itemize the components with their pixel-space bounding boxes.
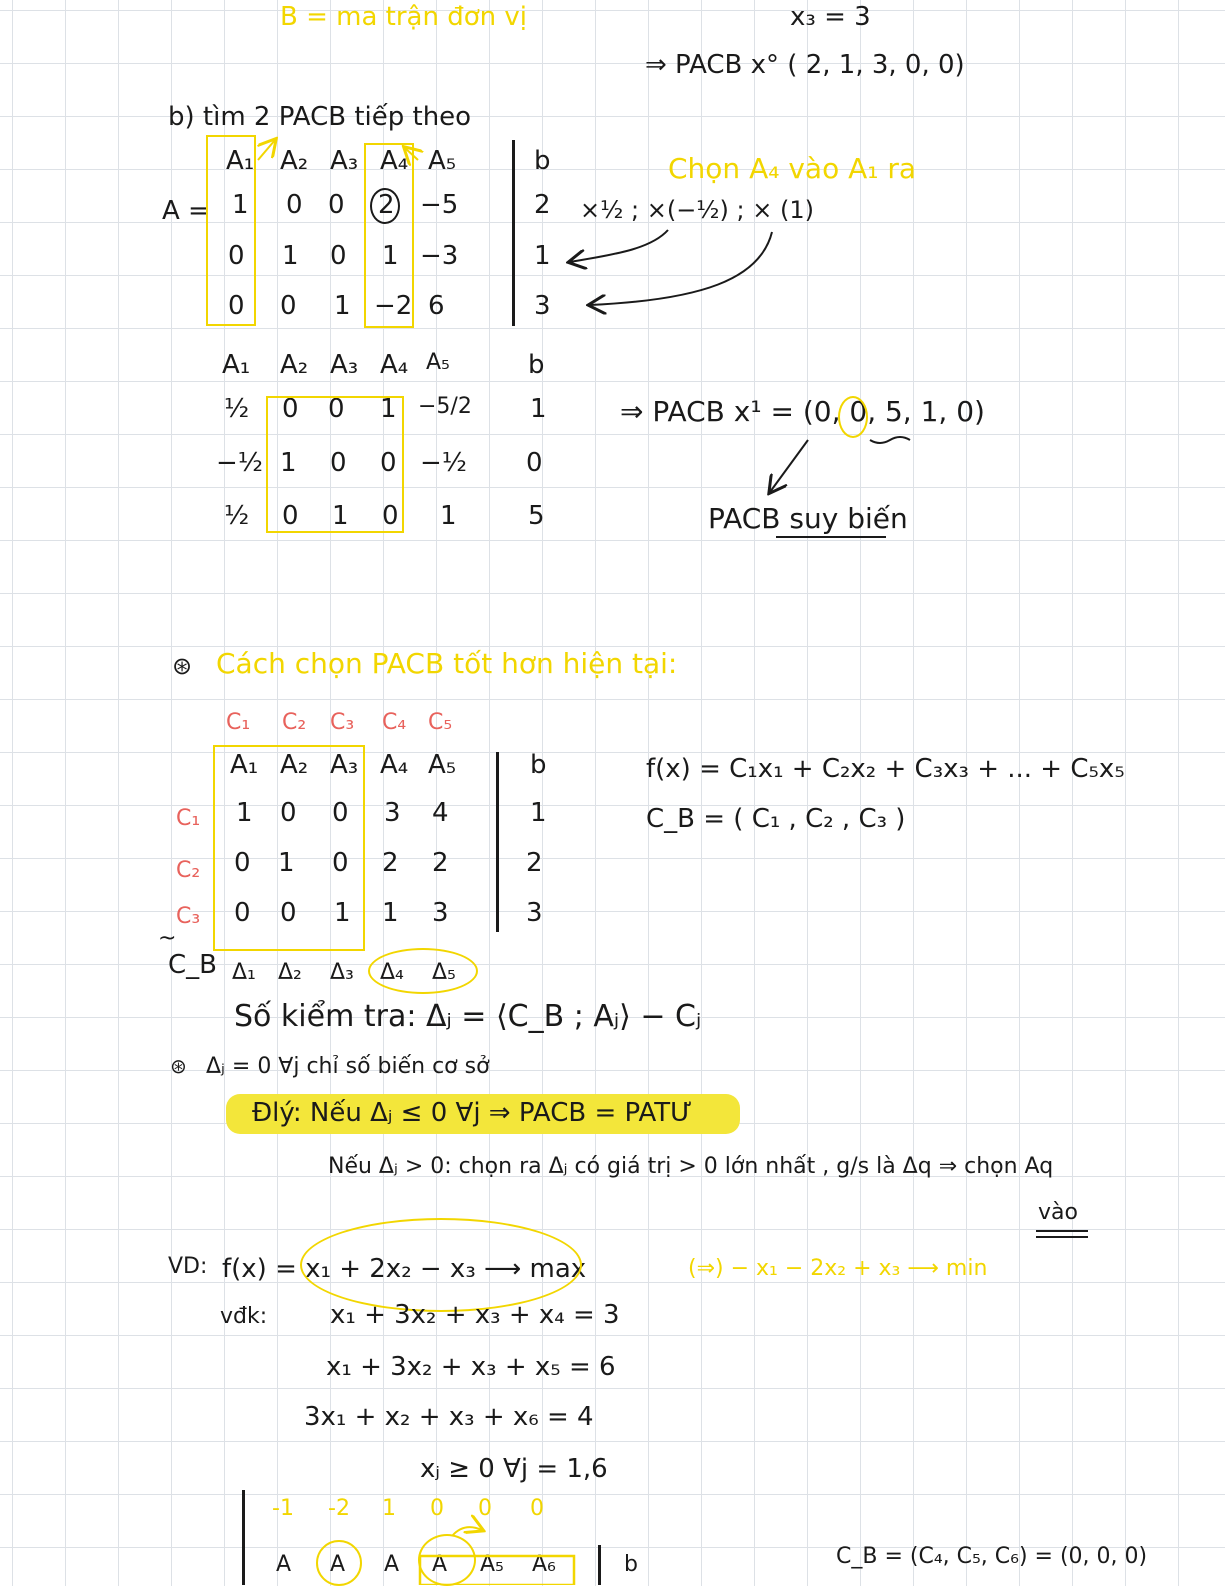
- cost-c1: C₁: [226, 710, 251, 735]
- constraint-3: 3x₁ + x₂ + x₃ + x₆ = 4: [304, 1402, 594, 1432]
- basis-zero-note: Δⱼ = 0 ∀j chỉ số biến cơ sở: [206, 1054, 490, 1079]
- m-cell: 3: [432, 898, 449, 928]
- t2-cell: 0: [526, 448, 543, 478]
- m-cell: 0: [234, 898, 251, 928]
- t2-cell: 0: [330, 448, 347, 478]
- constraint-nonneg: xⱼ ≥ 0 ∀j = 1,6: [420, 1454, 608, 1484]
- t1-cell: 0: [280, 291, 297, 321]
- t1-cell: −2: [374, 291, 413, 321]
- objective-definition: f(x) = C₁x₁ + C₂x₂ + C₃x₃ + ... + C₅x₅: [646, 754, 1125, 784]
- m-header-a2: A₂: [280, 750, 309, 780]
- m-header-a3: A₃: [330, 750, 359, 780]
- t2-cell: 1: [440, 501, 457, 531]
- t1-cell: 0: [330, 241, 347, 271]
- cb-definition: C_B = ( C₁ , C₂ , C₃ ): [646, 804, 906, 834]
- cost-c3: C₃: [330, 710, 355, 735]
- t1-header-a2: A₂: [280, 146, 309, 176]
- delta-4: Δ₄: [380, 960, 404, 985]
- cost-row-6: 0: [530, 1496, 544, 1521]
- t1-cell: 3: [534, 291, 551, 321]
- m-header-a1: A₁: [230, 750, 259, 780]
- bottom-header-3: A: [384, 1552, 400, 1577]
- m-cell: 2: [526, 848, 543, 878]
- t1-header-b: b: [534, 146, 551, 176]
- star-icon-2: ⊛: [170, 1054, 187, 1078]
- t1-cell: 2: [534, 190, 551, 220]
- constraint-1: x₁ + 3x₂ + x₃ + x₄ = 3: [330, 1300, 620, 1330]
- t1-pivot-cell: 2: [378, 190, 395, 220]
- cost-row-4: 0: [430, 1496, 444, 1521]
- choose-pivot-note: Chọn A₄ vào A₁ ra: [668, 152, 917, 185]
- t1-cell: −3: [420, 241, 459, 271]
- m-cell: 1: [382, 898, 399, 928]
- m-cell: 4: [432, 798, 449, 828]
- constraint-label: vđk:: [220, 1304, 268, 1329]
- cb-tilde: ~: [158, 926, 177, 951]
- t1-header-a1: A₁: [226, 146, 255, 176]
- t1-cell: 0: [328, 190, 345, 220]
- t2-cell: ½: [224, 394, 250, 424]
- m-header-a4: A₄: [380, 750, 409, 780]
- delta-3: Δ₃: [330, 960, 354, 985]
- cost-c2: C₂: [282, 710, 307, 735]
- t2-cell: −½: [420, 448, 467, 478]
- m-cell: 0: [332, 798, 349, 828]
- t2-cell: 1: [380, 394, 397, 424]
- t2-header-a3: A₃: [330, 350, 359, 380]
- cost-row-1: -1: [272, 1496, 294, 1521]
- method-title: Cách chọn PACB tốt hơn hiện tại:: [216, 647, 678, 680]
- entering-rule: Nếu Δⱼ > 0: chọn ra Δⱼ có giá trị > 0 lớn nhất , g/s là Δq ⇒ chọn Aq: [328, 1154, 1054, 1179]
- theorem-text: Đlý: Nếu Δⱼ ≤ 0 ∀j ⇒ PACB = PATƯ: [252, 1098, 693, 1128]
- cost-c4: C₄: [382, 710, 407, 735]
- t2-cell: −5/2: [418, 394, 472, 419]
- delta-1: Δ₁: [232, 960, 256, 985]
- degenerate-note: PACB suy biến: [708, 502, 908, 535]
- delta-2: Δ₂: [278, 960, 302, 985]
- t1-cell: 0: [286, 190, 303, 220]
- t2-header-a4: A₄: [380, 350, 409, 380]
- delta-5: Δ₅: [432, 960, 456, 985]
- row-operations: ×½ ; ×(−½) ; × (1): [580, 196, 814, 224]
- cost-row-5: 0: [478, 1496, 492, 1521]
- row-cost-c2: C₂: [176, 858, 201, 883]
- m-cell: 2: [432, 848, 449, 878]
- bottom-cb: C_B = (C₄, C₅, C₆) = (0, 0, 0): [836, 1544, 1148, 1569]
- t2-cell: 1: [332, 501, 349, 531]
- t2-cell: 0: [282, 501, 299, 531]
- cb-label: C_B: [168, 950, 217, 980]
- example-label: VD:: [168, 1254, 208, 1279]
- matrix-a-label: A =: [162, 196, 210, 226]
- cost-row-2: -2: [328, 1496, 350, 1521]
- t1-cell: 0: [228, 241, 245, 271]
- x0-solution: ⇒ PACB x° ( 2, 1, 3, 0, 0): [645, 50, 965, 80]
- bottom-header-5: A₅: [480, 1552, 504, 1577]
- t2-cell: 1: [280, 448, 297, 478]
- t1-cell: 1: [232, 190, 249, 220]
- m-header-a5: A₅: [428, 750, 457, 780]
- t2-cell: −½: [216, 448, 263, 478]
- t2-cell: 0: [380, 448, 397, 478]
- t2-header-a1: A₁: [222, 350, 251, 380]
- check-number: Số kiểm tra: Δⱼ = ⟨C_B ; Aⱼ⟩ − Cⱼ: [234, 999, 702, 1034]
- t1-cell: 1: [334, 291, 351, 321]
- bottom-header-6: A₆: [532, 1552, 556, 1577]
- part-b-title: b) tìm 2 PACB tiếp theo: [168, 102, 472, 132]
- m-cell: 0: [234, 848, 251, 878]
- m-cell: 1: [530, 798, 547, 828]
- t1-cell: 1: [382, 241, 399, 271]
- cost-row-3: 1: [382, 1496, 396, 1521]
- constraint-2: x₁ + 3x₂ + x₃ + x₅ = 6: [326, 1352, 616, 1382]
- vao-note: vào: [1038, 1200, 1078, 1225]
- t1-header-a3: A₃: [330, 146, 359, 176]
- m-cell: 3: [526, 898, 543, 928]
- t1-cell: −5: [420, 190, 459, 220]
- t1-header-a4: A₄: [380, 146, 409, 176]
- t2-cell: 5: [528, 501, 545, 531]
- example-objective: f(x) = x₁ + 2x₂ − x₃ ⟶ max: [222, 1254, 587, 1284]
- t2-cell: ½: [224, 501, 250, 531]
- t2-header-b: b: [528, 350, 545, 380]
- t2-cell: 0: [328, 394, 345, 424]
- m-cell: 2: [382, 848, 399, 878]
- star-icon: ⊛: [172, 652, 193, 680]
- t1-cell: 1: [534, 241, 551, 271]
- t2-cell: 0: [282, 394, 299, 424]
- t2-header-a2: A₂: [280, 350, 309, 380]
- m-cell: 0: [280, 798, 297, 828]
- m-cell: 1: [334, 898, 351, 928]
- t2-cell: 0: [382, 501, 399, 531]
- x3-equation: x₃ = 3: [790, 2, 871, 32]
- bottom-header-4: A: [432, 1552, 448, 1577]
- m-cell: 0: [280, 898, 297, 928]
- bottom-header-b: b: [624, 1552, 638, 1577]
- equivalent-min: (⇒) − x₁ − 2x₂ + x₃ ⟶ min: [688, 1256, 988, 1281]
- m-cell: 1: [278, 848, 295, 878]
- m-cell: 0: [332, 848, 349, 878]
- t1-cell: 1: [282, 241, 299, 271]
- b-unit-note: B = ma trận đơn vị: [280, 2, 527, 32]
- m-header-b: b: [530, 750, 547, 780]
- t1-cell: 0: [228, 291, 245, 321]
- t2-header-a5: A₅: [426, 350, 450, 375]
- bottom-header-1: A: [276, 1552, 292, 1577]
- t1-header-a5: A₅: [428, 146, 457, 176]
- t1-cell: 6: [428, 291, 445, 321]
- bottom-header-2: A: [330, 1552, 346, 1577]
- cost-c5: C₅: [428, 710, 453, 735]
- t2-cell: 1: [530, 394, 547, 424]
- m-cell: 1: [236, 798, 253, 828]
- row-cost-c3: C₃: [176, 904, 201, 929]
- row-cost-c1: C₁: [176, 806, 201, 831]
- x1-solution: ⇒ PACB x¹ = (0, 0, 5, 1, 0): [620, 395, 985, 428]
- m-cell: 3: [384, 798, 401, 828]
